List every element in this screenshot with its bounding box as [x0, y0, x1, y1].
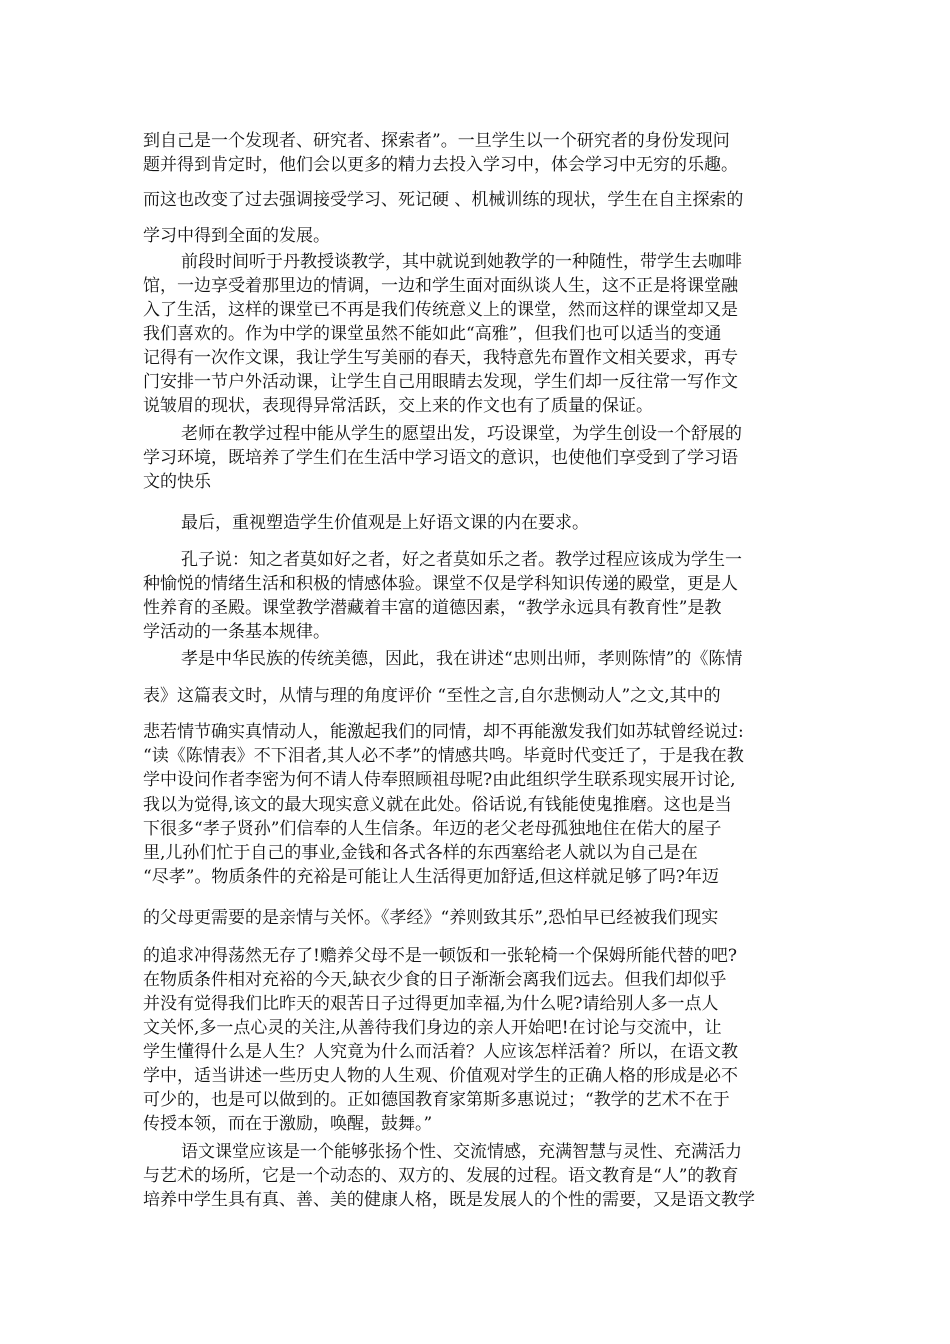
text-line: 学生懂得什么是人生？人究竟为什么而活着？人应该怎样活着？所以，在语文教 — [143, 1042, 738, 1062]
text-line: 培养中学生具有真、善、美的健康人格，既是发展人的个性的需要，又是语文教学 — [143, 1190, 755, 1210]
text-line: 文的快乐 — [143, 472, 211, 492]
text-line: 种愉悦的情绪生活和积极的情感体验。课堂不仅是学科知识传递的殿堂，更是人 — [143, 574, 738, 594]
text-line: 孔子说：知之者莫如好之者，好之者莫如乐之者。教学过程应该成为学生一 — [181, 550, 742, 570]
text-line: “尽孝”。物质条件的充裕是可能让人生活得更加舒适,但这样就足够了吗?年迈 — [143, 867, 719, 887]
text-line: 语文课堂应该是一个能够张扬个性、交流情感，充满智慧与灵性、充满活力 — [181, 1142, 742, 1162]
text-line: 老师在教学过程中能从学生的愿望出发，巧设课堂，为学生创设一个舒展的 — [181, 424, 742, 444]
text-line: 悲若情节确实真情动人，能激起我们的同情，却不再能激发我们如苏轼曾经说过: — [143, 722, 744, 742]
text-line: 的追求冲得荡然无存了!赡养父母不是一顿饭和一张轮椅一个保姆所能代替的吧? — [143, 946, 737, 966]
text-line: 在物质条件相对充裕的今天,缺衣少食的日子渐渐会离我们远去。但我们却似乎 — [143, 970, 727, 990]
text-line: 我以为觉得,该文的最大现实意义就在此处。俗话说,有钱能使鬼推磨。这也是当 — [143, 795, 732, 815]
text-line: 里,儿孙们忙于自己的事业,金钱和各式各样的东西塞给老人就以为自己是在 — [143, 843, 698, 863]
text-line: 而这也改变了过去强调接受学习、死记硬 、机械训练的现状，学生在自主探索的 — [143, 190, 744, 210]
text-line: 门安排一节户外活动课，让学生自己用眼睛去发现，学生们却一反往常一写作文 — [143, 372, 738, 392]
text-line: 我们喜欢的。作为中学的课堂虽然不能如此“高雅”，但我们也可以适当的变通 — [143, 324, 722, 344]
text-line: 题并得到肯定时，他们会以更多的精力去投入学习中，体会学习中无穷的乐趣。 — [143, 155, 738, 175]
text-line: 文关怀,多一点心灵的关注,从善待我们身边的亲人开始吧!在讨论与交流中，让 — [143, 1018, 722, 1038]
text-line: 并没有觉得我们比昨天的艰苦日子过得更加幸福,为什么呢?请给别人多一点人 — [143, 994, 719, 1014]
text-line: 馆，一边享受着那里边的情调，一边和学生面对面纵谈人生，这不正是将课堂融 — [143, 276, 738, 296]
text-line: 学习环境，既培养了学生们在生活中学习语文的意识，也使他们享受到了学习语 — [143, 448, 738, 468]
text-line: 传授本领，而在于激励，唤醒，鼓舞。” — [143, 1114, 433, 1134]
text-line: 说皱眉的现状，表现得异常活跃，交上来的作文也有了质量的保证。 — [143, 396, 653, 416]
text-line: 性养育的圣殿。课堂教学潜藏着丰富的道德因素，“教学永远具有教育性”是教 — [143, 598, 722, 618]
text-line: 记得有一次作文课，我让学生写美丽的春天，我特意先布置作文相关要求，再专 — [143, 348, 738, 368]
text-line: 到自己是一个发现者、研究者、探索者”。一旦学生以一个研究者的身份发现问 — [143, 131, 730, 151]
text-line: 学活动的一条基本规律。 — [143, 622, 330, 642]
text-line: 学中设问作者李密为何不请人侍奉照顾祖母呢?由此组织学生联系现实展开讨论, — [143, 770, 736, 790]
text-line: 孝是中华民族的传统美德，因此，我在讲述“忠则出师，孝则陈情”的《陈情 — [181, 649, 743, 669]
text-line: 与艺术的场所，它是一个动态的、双方的、发展的过程。语文教育是“人”的教育 — [143, 1166, 739, 1186]
text-line: 表》这篇表文时，从情与理的角度评价 “至性之言,自尔悲恻动人”之文,其中的 — [143, 686, 721, 706]
text-line: 下很多“孝子贤孙”们信奉的人生信条。年迈的老父老母孤独地住在偌大的屋子 — [143, 819, 722, 839]
text-line: 学中，适当讲述一些历史人物的人生观、价值观对学生的正确人格的形成是必不 — [143, 1066, 738, 1086]
text-line: 的父母更需要的是亲情与关怀。《孝经》“养则致其乐”,恐怕早已经被我们现实 — [143, 908, 719, 928]
text-line: “读《陈情表》不下泪者,其人必不孝”的情感共鸣。毕竟时代变迁了，于是我在教 — [143, 746, 744, 766]
text-line: 入了生活，这样的课堂已不再是我们传统意义上的课堂，然而这样的课堂却又是 — [143, 300, 738, 320]
text-line: 可少的，也是可以做到的。正如德国教育家第斯多惠说过；“教学的艺术不在于 — [143, 1090, 730, 1110]
text-line: 学习中得到全面的发展。 — [143, 226, 330, 246]
text-line: 最后，重视塑造学生价值观是上好语文课的内在要求。 — [181, 513, 589, 533]
text-line: 前段时间听于丹教授谈教学，其中就说到她教学的一种随性，带学生去咖啡 — [181, 252, 742, 272]
